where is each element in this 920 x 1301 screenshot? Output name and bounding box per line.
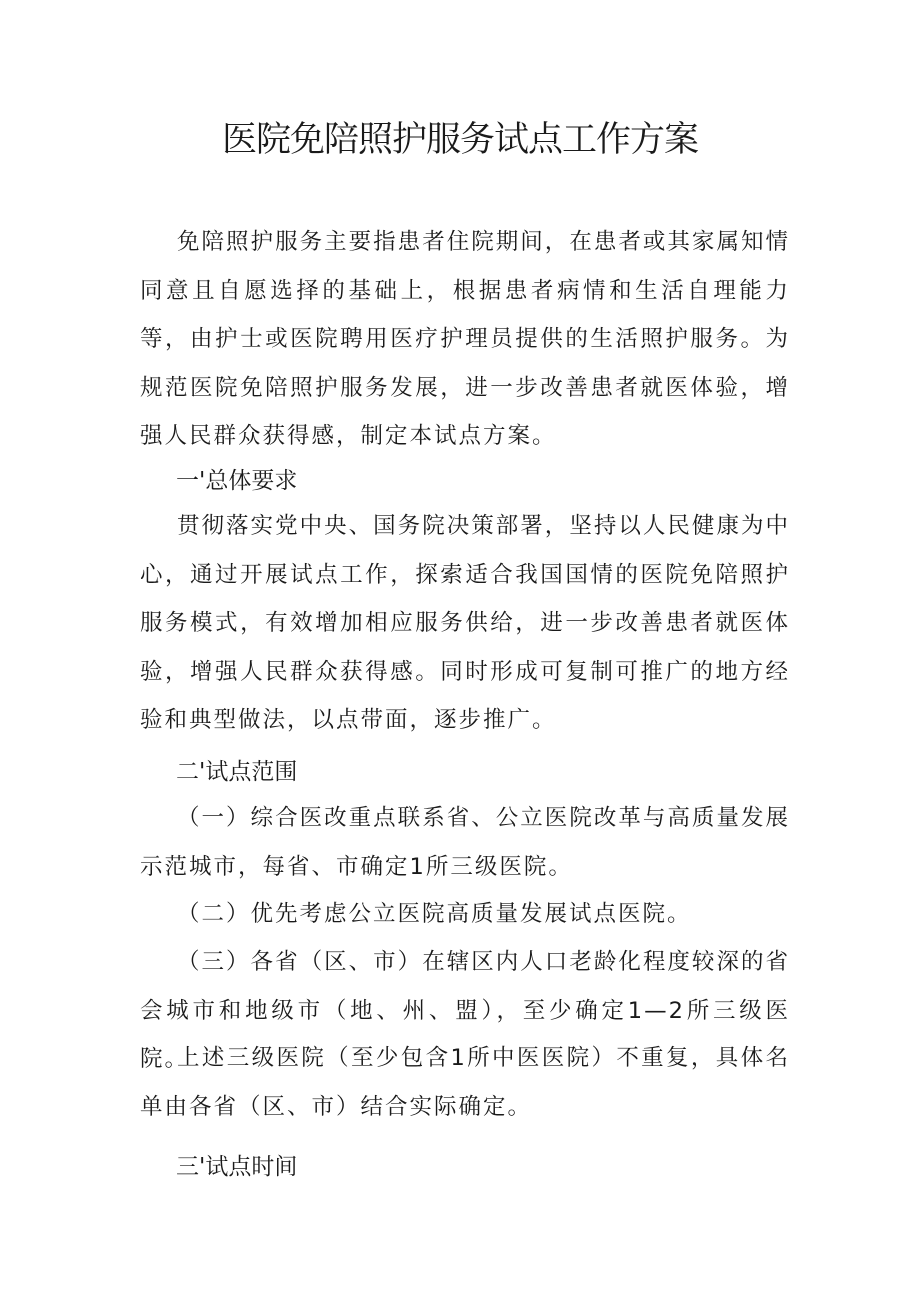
scope-note-paragraph: 上述三级医院（至少包含1所中医医院）不重复，具体名单由各省（区、市）结合实际确定。 (140, 1045, 790, 1120)
section-heading-pilot-scope: 二'试点范围 (176, 759, 298, 785)
scope-item-1: （一）综合医改重点联系省、公立医院改革与高质量发展示范城市，每省、市确定1所三级医院。 (140, 805, 790, 880)
intro-paragraph: 免陪照护服务主要指患者住院期间，在患者或其家属知情同意且自愿选择的基础上，根据患者病情和生活自理能力等，由护士或医院聘用医疗护理员提供的生活照护服务。为规范医院免陪照护服务发展，进一步改善患者就医体验，增强人民群众获得感，制定本试点方案。 (140, 229, 790, 449)
document-title: 医院免陪照护服务试点工作方案 (221, 120, 698, 160)
scope-item-3: （三）各省（区、市）在辖区内人口老龄化程度较深的省会城市和地级市（地、州、盟），至少确定1—2所三级医院。 (140, 949, 790, 1072)
scope-item-2: （二）优先考虑公立医院高质量发展试点医院。 (177, 901, 692, 927)
section-heading-pilot-time: 三'试点时间 (176, 1154, 298, 1180)
general-requirements-paragraph: 贯彻落实党中央、国务院决策部署，坚持以人民健康为中心，通过开展试点工作，探索适合我国国情的医院免陪照护服务模式，有效增加相应服务供给，进一步改善患者就医体验，增强人民群众获得感。同时形成可复制可推广的地方经验和典型做法，以点带面，逐步推广。 (140, 513, 790, 733)
section-heading-general-requirements: 一'总体要求 (176, 468, 298, 494)
